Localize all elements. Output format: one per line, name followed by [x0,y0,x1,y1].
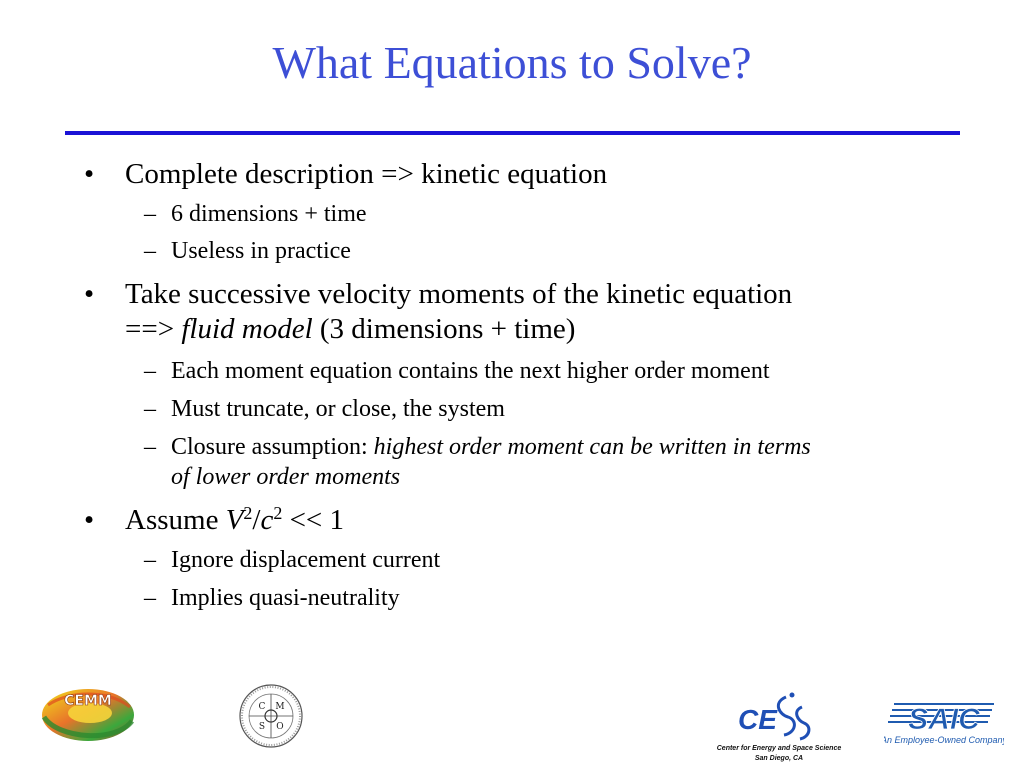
bullet-2-sub-2: Must truncate, or close, the system [171,396,505,422]
closure-assumption-line-1: highest order moment can be written in terms [373,434,811,460]
closure-assumption-line-2: of lower order moments [171,464,401,490]
sub-bullet-dash: – [144,396,156,422]
cemm-logo [38,683,138,745]
saic-tagline: An Employee-Owned Company [884,735,1004,745]
svg-text:O: O [276,722,284,732]
slash: / [252,504,261,536]
bullet-3-sub-1: Ignore displacement current [171,547,441,573]
cemm-torus-icon [38,683,138,745]
inequality: << 1 [282,504,345,536]
var-v: V [225,504,244,536]
bullet-1-text: Complete description => kinetic equation [125,158,608,190]
bullet-2-dimensions: (3 dimensions + time) [312,313,576,345]
svg-text:M: M [275,702,285,712]
bullet-2-line-1: Take successive velocity moments of the kinetic equation [125,278,793,310]
sub-bullet-dash: – [144,585,156,611]
cess-full-name: Center for Energy and Space Science [716,745,842,752]
svg-text:SAIC: SAIC [908,703,980,736]
exp-v: 2 [243,503,253,524]
cess-logo-mark-icon [714,687,844,765]
cmso-seal-icon [238,683,304,749]
bullet-2-sub-3-cont [171,462,941,492]
bullet-1-sub-2: Useless in practice [171,238,351,264]
svg-text:S: S [258,722,266,732]
cemm-wordmark: CEMM [64,693,112,709]
cmso-seal [238,683,304,749]
bullet-marker: • [84,278,95,310]
sub-bullet-dash: – [144,358,156,384]
bullet-3-text [125,503,945,537]
saic-logo [884,695,1004,747]
cess-logo [714,687,844,765]
cess-location: San Diego, CA [754,755,804,762]
svg-text:C: C [258,702,266,712]
bullet-2-sub-1: Each moment equation contains the next higher order moment [171,358,770,384]
bullet-3-sub-2: Implies quasi-neutrality [171,585,400,611]
sub-bullet-dash: – [144,201,156,227]
closure-label: Closure assumption: [171,434,374,460]
bullet-2-line-2 [125,312,945,346]
fluid-model-term: fluid model [181,313,313,345]
title-divider [65,131,960,135]
svg-text:CE: CE [738,704,777,735]
bullet-2-sub-3 [171,432,941,462]
bullet-marker: • [84,158,95,190]
slide-title: What Equations to Solve? [272,37,752,88]
sub-bullet-dash: – [144,547,156,573]
bullet-2-arrow: ==> [125,313,182,345]
var-c: c [260,504,274,536]
saic-logo-mark-icon [884,695,1004,747]
bullet-1-sub-1: 6 dimensions + time [171,201,367,227]
bullet-marker: • [84,504,95,536]
exp-c: 2 [273,503,283,524]
sub-bullet-dash: – [144,434,156,460]
assume-word: Assume [125,504,226,536]
sub-bullet-dash: – [144,238,156,264]
